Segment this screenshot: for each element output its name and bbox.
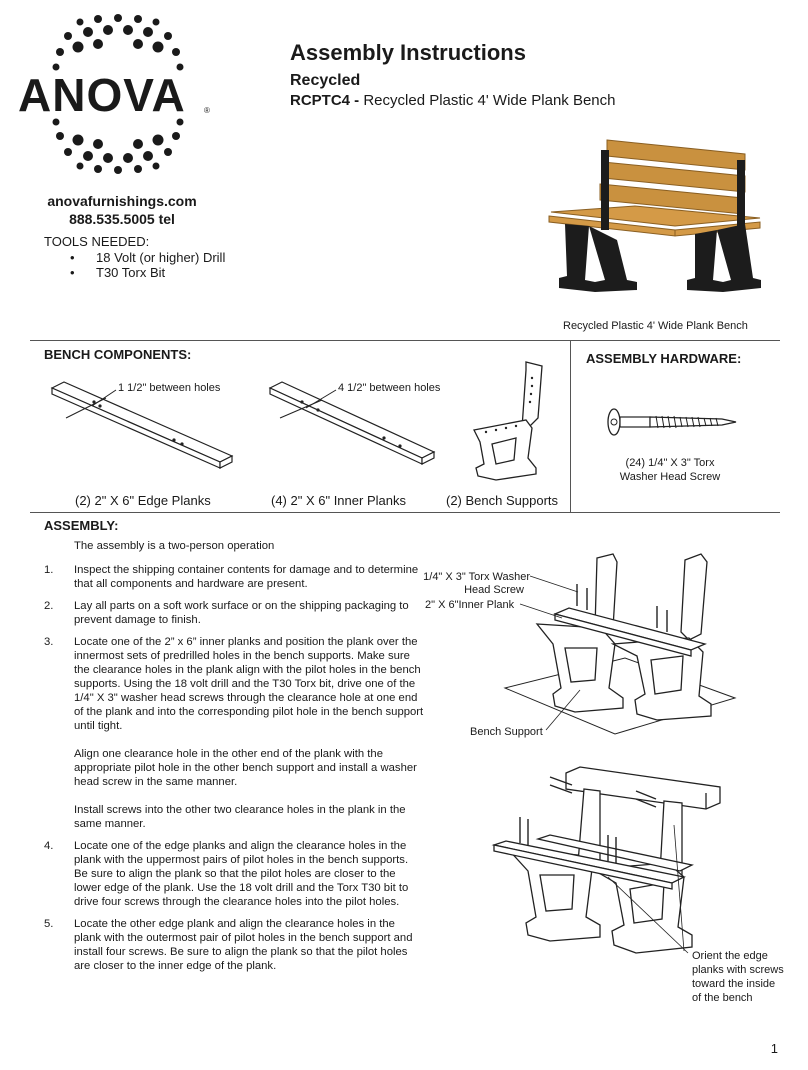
tools-heading: TOOLS NEEDED: bbox=[44, 234, 150, 249]
hardware-heading: ASSEMBLY HARDWARE: bbox=[586, 351, 742, 366]
step-text: Locate one of the edge planks and align the clearance holes in the plank with the uppermost pairs of pilot holes in the bench supports. Be sure to align the plank so that the pilot holes are closer to the lower edge of the plank. Use the 18 volt drill and the Torx T30 bit to drive four screws through the clearance holes into the pilot holes. bbox=[74, 840, 409, 908]
edge-plank-drawing bbox=[48, 378, 238, 468]
diagram1-plank-label: 2" X 6"Inner Plank bbox=[425, 599, 515, 611]
edge-plank-hole-note: 1 1/2" between holes bbox=[118, 382, 221, 394]
page-number: 1 bbox=[770, 1041, 778, 1056]
diagram1-support-label: Bench Support bbox=[470, 726, 543, 738]
logo-registered-mark: ® bbox=[204, 106, 210, 115]
inner-planks-label: (4) 2" X 6" Inner Planks bbox=[271, 493, 406, 508]
torx-screw-drawing bbox=[602, 404, 742, 444]
assembly-diagram-edge-planks bbox=[488, 765, 728, 975]
step-number: 3. bbox=[44, 636, 54, 648]
screw-caption bbox=[590, 456, 750, 484]
screw-label-line2: Head Screw bbox=[464, 584, 524, 596]
assembly-intro: The assembly is a two-person operation bbox=[74, 540, 275, 552]
bench-photo-caption: Recycled Plastic 4' Wide Plank Bench bbox=[563, 320, 748, 332]
divider-vertical bbox=[570, 340, 571, 512]
step-2 bbox=[44, 599, 424, 627]
bench-back-planks bbox=[600, 140, 745, 214]
assembly-steps bbox=[44, 563, 424, 981]
bench-photo bbox=[545, 130, 765, 300]
edge-planks-label: (2) 2" X 6" Edge Planks bbox=[75, 493, 211, 508]
phone-text: 888.535.5005 tel bbox=[69, 211, 175, 227]
page-title: Assembly Instructions bbox=[290, 40, 526, 65]
step-text-continued: Align one clearance hole in the other end of the plank with the appropriate pilot hole in the other bench support and install a washer head screw in the same manner. bbox=[74, 748, 417, 788]
assembly-heading: ASSEMBLY: bbox=[44, 518, 119, 533]
step-4 bbox=[44, 839, 424, 909]
anova-logo bbox=[18, 14, 218, 174]
tool-item: • T30 Torx Bit bbox=[70, 265, 225, 280]
step-3 bbox=[44, 635, 424, 831]
page-subtitle: Recycled bbox=[290, 72, 361, 89]
divider-middle bbox=[30, 512, 780, 513]
step-text: Locate one of the 2” x 6” inner planks and position the plank over the innermost sets of predrilled holes in the bench supports. Make sure the clearance holes in the plank align with the pilot holes in the bench supports. Using the 18 volt drill and the T30 Torx bit, drive one of the 1/4" X 3" washer head screws through the clearance hole at one end of the plank and into the corresponding pilot hole in the bench support until tight. bbox=[74, 636, 424, 732]
step-1 bbox=[44, 563, 424, 591]
tools-list bbox=[70, 250, 225, 280]
step-text: Lay all parts on a soft work surface or on the shipping packaging to prevent damage to finish. bbox=[74, 600, 409, 626]
step-number: 4. bbox=[44, 840, 54, 852]
step-number: 5. bbox=[44, 918, 54, 930]
bench-support-drawing bbox=[466, 358, 556, 488]
note-line4: of the bench bbox=[692, 992, 753, 1004]
tool-item: • 18 Volt (or higher) Drill bbox=[70, 250, 225, 265]
components-heading: BENCH COMPONENTS: bbox=[44, 347, 192, 362]
model-code: RCPTC4 - bbox=[290, 92, 360, 109]
step-text: Inspect the shipping container contents for damage and to determine that all components and hardware are present. bbox=[74, 564, 419, 590]
contact-info bbox=[44, 192, 200, 228]
diagram1-screw-label bbox=[418, 571, 530, 597]
inner-plank-drawing bbox=[266, 378, 456, 468]
screw-caption-line2: Washer Head Screw bbox=[619, 471, 721, 483]
model-line bbox=[290, 92, 616, 109]
screw-label-line1: 1/4" X 3" Torx Washer bbox=[423, 571, 530, 583]
note-line1: Orient the edge bbox=[692, 950, 768, 962]
model-name: Recycled Plastic 4' Wide Plank Bench bbox=[363, 92, 616, 109]
screw-caption-line1: (24) 1/4" X 3" Torx bbox=[625, 457, 715, 469]
bench-supports-label: (2) Bench Supports bbox=[446, 493, 559, 508]
divider-top bbox=[30, 340, 780, 341]
logo-wordmark: ANOVA bbox=[18, 69, 186, 121]
diagram2-note bbox=[692, 949, 784, 1005]
step-number: 2. bbox=[44, 600, 54, 612]
step-text: Locate the other edge plank and align the clearance holes in the plank with the outermost pair of pilot holes in the bench support and install four screws. Be sure to align the plank so that the pilot holes are closer to the inner edge of the plank. bbox=[74, 918, 413, 972]
note-line2: planks with screws bbox=[692, 964, 784, 976]
diagram1-leader-lines bbox=[520, 570, 620, 750]
step-5 bbox=[44, 917, 424, 973]
step-text-continued: Install screws into the other two clearance holes in the plank in the same manner. bbox=[74, 804, 406, 830]
step-number: 1. bbox=[44, 564, 54, 576]
note-line3: toward the inside bbox=[692, 978, 776, 990]
website-text: anovafurnishings.com bbox=[47, 193, 197, 209]
inner-plank-hole-note: 4 1/2" between holes bbox=[338, 382, 441, 394]
